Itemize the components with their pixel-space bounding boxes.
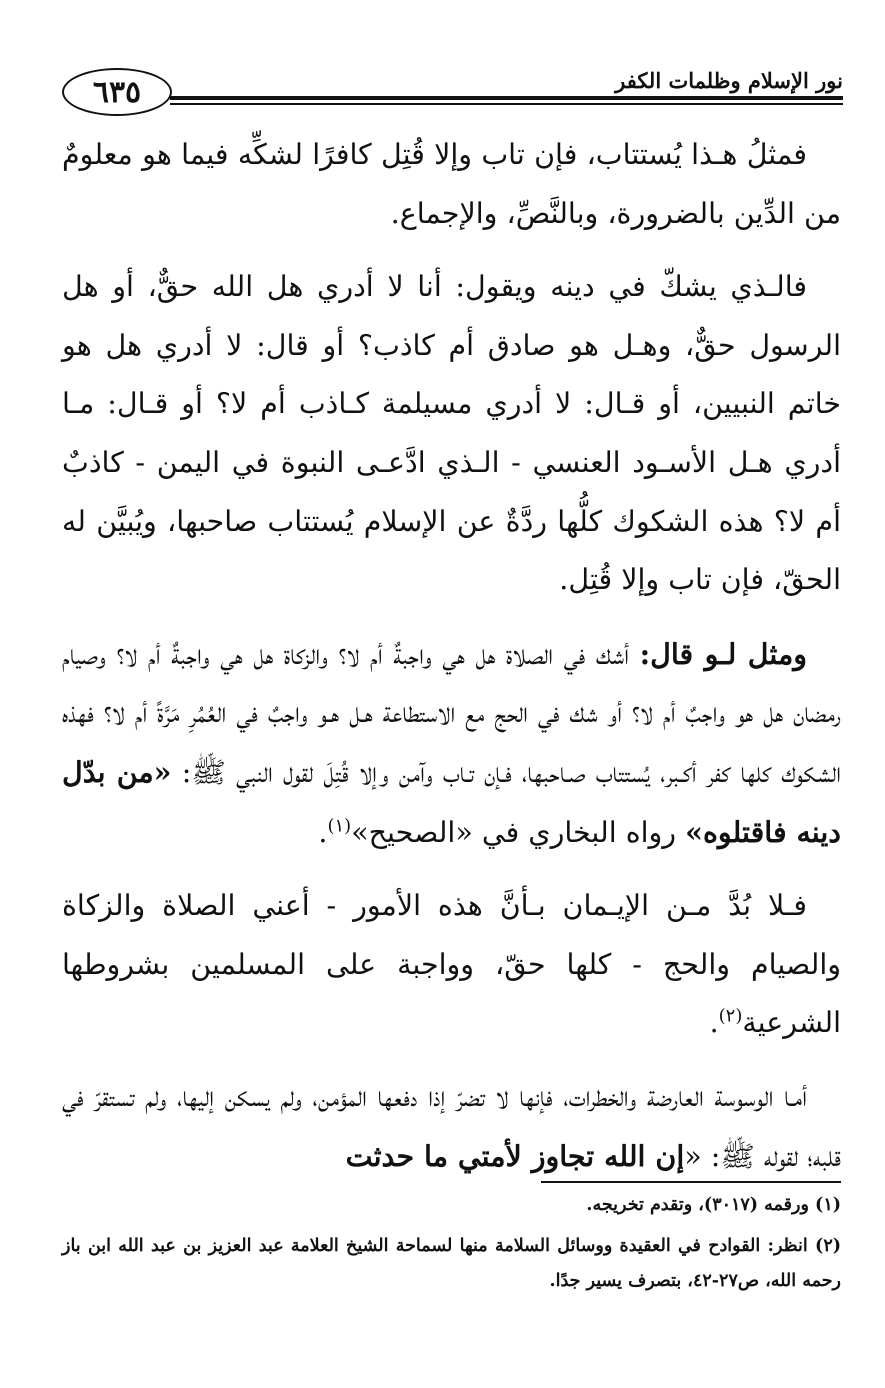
paragraph-4-text: فـلا بُدَّ مـن الإيـمان بـأنَّ هذه الأمور - أعني الصلاة والزكاة والصيام والحج - كلها حقّ، وواجبة على المسلمين بشروطها الشرعية [62, 889, 841, 1040]
paragraph-4: فـلا بُدَّ مـن الإيـمان بـأنَّ هذه الأمور - أعني الصلاة والزكاة والصيام والحج - كلها حقّ، وواجبة على المسلمين بشروطها الشرعية$^{(٢)}$. [62, 889, 841, 1040]
footnote-ref-1: (١) [327, 815, 352, 837]
page-number: ٦٣٥ [62, 68, 172, 116]
hadith-quote-1: «من بدّل دينه فاقتلوه» [62, 754, 841, 849]
header-rule-thin [170, 103, 843, 105]
footnotes [62, 1188, 841, 1305]
footnote-ref-2: (٢) [718, 1005, 743, 1027]
footnote-separator [541, 1181, 841, 1183]
paragraph-3: ومثل لـو قال: أشك في الصلاة هل هي واجبةٌ أم لا؟ والزكاة هل هي واجبةٌ أم لا؟ وصيام رمضان هل هو واجبٌ أم لا؟ أو شك في الحج مع الاستطاعة هـل هـو واجبٌ في العُمُرِ مَرَّةً أم لا؟ فهذه الشكوك كلها كفر أكـبر، يُستتاب صـاحبها، فـإن تـاب وآمن وإلا قُتِلَ لقول النبي ﷺ: «من بدّل دينه فاقتلوه» رواه البخاري في «الصحيح»$^{(١)}$. [62, 636, 842, 849]
footnote-2: (٢) انظر: القوادح في العقيدة ووسائل السلامة منها لسماحة الشيخ العلامة عبد العزيز بن عبد الله ابن باز رحمه الله، ص٢٧-٤٢، بتصرف يسير جدًا. [62, 1236, 841, 1291]
paragraph-5-text: أمـا الوسوسة العارضة والخطرات، فإنها لا تضرّ إذا دفعها المؤمن، ولم يسكن إليها، ولم تستقرّ في قلبه؛ لقوله ﷺ: « [62, 1079, 841, 1173]
running-title: نور الإسلام وظلمات الكفر [607, 68, 843, 94]
paragraph-1: فمثلُ هـذا يُستتاب، فإن تاب وإلا قُتِل كافرًا لشكِّه فيما هو معلومٌ من الدِّين بالضرورة، وبالنَّصِّ، والإجماع. [62, 138, 841, 230]
page-header [62, 68, 843, 124]
hadith-quote-2: إن الله تجاوز لأمتي ما حدثت [345, 1138, 685, 1173]
header-rule-thick [170, 96, 843, 100]
paragraph-2: فالـذي يشكّ في دينه ويقول: أنا لا أدري هل الله حقٌّ، أو هل الرسول حقٌّ، وهـل هو صادق أم كاذب؟ أو قال: لا أدري هل هو خاتم النبيين، أو قـال: لا أدري مسيلمة كـاذب أم لا؟ أو قـال: مـا أدري هـل الأسـود العنسي - الـذي ادَّعـى النبوة في اليمن - كاذبٌ أم لا؟ هذه الشكوك كلُّها ردَّةٌ عن الإسلام يُستتاب صاحبها، ويُبيَّن له الحقّ، فإن تاب وإلا قُتِل. [62, 270, 841, 597]
paragraph-5 [62, 1068, 841, 1186]
body-text [62, 126, 841, 1201]
paragraph-3-text: أشك في الصلاة هل هي واجبةٌ أم لا؟ والزكاة هل هي واجبةٌ أم لا؟ وصيام رمضان هل هو واجبٌ أم لا؟ أو شك في الحج مع الاستطاعة هـل هـو واجبٌ في العُمُرِ مَرَّةً أم لا؟ فهذه الشكوك كلها كفر أكـبر، يُستتاب صـاحبها، فـإن تـاب وآمن وإلا قُتِلَ لقول النبي ﷺ: [62, 637, 842, 789]
footnote-1: (١) ورقمه (٣٠١٧)، وتقدم تخريجه. [586, 1195, 841, 1215]
paragraph-3-tail: رواه البخاري في «الصحيح» [351, 815, 686, 849]
paragraph-3-lead: ومثل لـو قال: [639, 636, 807, 671]
